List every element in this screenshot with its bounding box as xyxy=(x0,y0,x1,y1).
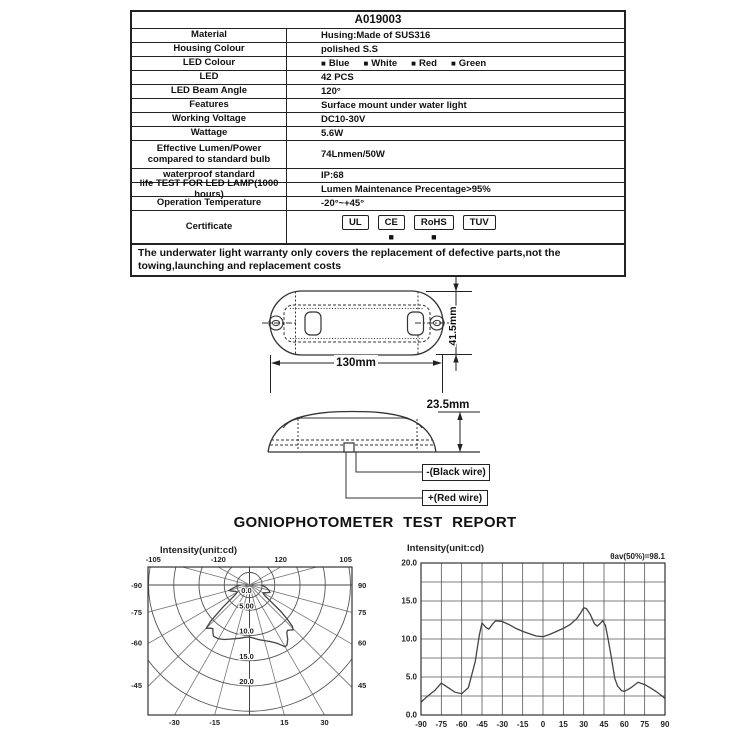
certificate-item xyxy=(342,215,369,242)
y-tick-label: 0.0 xyxy=(405,710,417,720)
spec-table xyxy=(130,10,626,246)
certificate-box: RoHS xyxy=(414,215,454,230)
row-value: -20°~+45° xyxy=(321,198,364,209)
beam-angle-annotation: θav(50%)=98.1 xyxy=(610,552,665,561)
certificate-check-icon: ■ xyxy=(388,232,394,242)
colour-swatch-icon: ■ xyxy=(363,59,369,68)
x-tick-label: -45 xyxy=(476,720,488,729)
colour-name: Blue xyxy=(328,58,350,69)
led-colour-option xyxy=(411,58,437,69)
row-label: Operation Temperature xyxy=(132,197,287,210)
certificate-box: CE xyxy=(378,215,405,230)
x-tick-label: -90 xyxy=(415,720,427,729)
table-row xyxy=(132,196,624,210)
row-label: Features xyxy=(132,99,287,112)
table-row xyxy=(132,177,624,200)
table-row xyxy=(132,84,624,98)
line-chart-title: Intensity(unit:cd) xyxy=(407,543,485,554)
row-value: Husing:Made of SUS316 xyxy=(321,30,431,41)
row-value: 42 PCS xyxy=(321,72,354,83)
x-tick-label: -15 xyxy=(516,720,529,729)
top-view-width-label: 130mm xyxy=(336,357,376,369)
wire-leader-lines xyxy=(346,452,422,498)
angle-label-right: 90 xyxy=(358,581,367,590)
black-wire-label: -(Black wire) xyxy=(422,464,490,481)
y-tick-label: 20.0 xyxy=(401,558,417,568)
angle-label-right: 75 xyxy=(358,607,367,617)
row-label: Material xyxy=(132,29,287,42)
row-value: Surface mount under water light xyxy=(321,100,467,111)
top-view-drawing xyxy=(262,291,452,355)
table-row xyxy=(132,210,624,244)
row-label: Housing Colour xyxy=(132,43,287,56)
colour-swatch-icon: ■ xyxy=(411,59,416,68)
y-tick-label: 10.0 xyxy=(401,634,417,644)
x-tick-label: -30 xyxy=(496,720,509,729)
angle-label-left: -90 xyxy=(131,581,142,590)
angle-label-top: -120 xyxy=(210,555,226,564)
row-label: Effective Lumen/Power compared to standard bulb xyxy=(132,141,287,168)
row-value xyxy=(287,57,624,70)
row-value: DC10-30V xyxy=(321,114,366,125)
spec-table-rows xyxy=(132,28,624,244)
polar-intensity-chart xyxy=(95,540,385,735)
radial-tick-label: 10.0 xyxy=(239,626,254,636)
angle-label-left: -45 xyxy=(131,681,142,690)
colour-swatch-icon: ■ xyxy=(450,59,456,68)
polar-chart-title: Intensity(unit:cd) xyxy=(160,545,238,556)
polar-grid xyxy=(95,540,385,735)
certificate-item xyxy=(463,215,496,242)
table-row xyxy=(132,140,624,168)
row-label: life TEST FOR LED LAMP(1000 hours) xyxy=(132,183,287,196)
angle-label-top: 105 xyxy=(339,555,352,564)
row-value: Lumen Maintenance Precentage>95% xyxy=(321,184,491,195)
angle-label-left: -60 xyxy=(131,638,142,648)
table-row xyxy=(132,70,624,84)
colour-name: White xyxy=(371,58,398,69)
certificate-box: TUV xyxy=(463,215,496,230)
colour-swatch-icon: ■ xyxy=(321,59,326,68)
row-label: waterproof standard xyxy=(132,169,287,182)
angle-label-bottom: 30 xyxy=(320,718,329,727)
side-view-height-label: 23.5mm xyxy=(426,399,470,411)
x-tick-label: 30 xyxy=(579,720,589,729)
led-colour-option xyxy=(321,58,349,69)
angle-label-right: 45 xyxy=(358,681,367,690)
certificate-check-icon: ■ xyxy=(431,232,437,242)
warranty-note: The underwater light warranty only covers the replacement of defective parts,not the towing,launching and replacement costs xyxy=(130,243,626,277)
row-value: polished S.S xyxy=(321,44,379,55)
dimension-130mm xyxy=(271,355,443,393)
angle-label-bottom: 15 xyxy=(280,718,289,727)
top-view-height-label: 41.5mm xyxy=(447,306,459,346)
radial-tick-label: 15.0 xyxy=(239,651,254,661)
x-tick-label: 90 xyxy=(660,720,670,729)
row-label: LED Beam Angle xyxy=(132,85,287,98)
row-label: Wattage xyxy=(132,127,287,140)
x-tick-label: -75 xyxy=(435,720,448,729)
colour-name: Red xyxy=(418,58,437,69)
row-value: IP:68 xyxy=(321,170,344,181)
table-row xyxy=(132,126,624,140)
red-wire-label: +(Red wire) xyxy=(422,490,488,506)
row-value: 5.6W xyxy=(321,128,344,139)
angle-label-top: -105 xyxy=(145,555,161,564)
colour-name: Green xyxy=(458,58,487,69)
radial-tick-label: 0.0 xyxy=(241,586,252,595)
row-value: 120° xyxy=(321,86,341,97)
led-colour-option xyxy=(363,58,397,69)
table-row xyxy=(132,56,624,70)
table-row xyxy=(132,112,624,126)
radial-tick-label: 20.0 xyxy=(239,677,254,686)
led-colour-option xyxy=(451,58,486,69)
x-tick-label: -60 xyxy=(455,720,468,729)
angle-label-top: 120 xyxy=(274,555,287,564)
certificate-box: UL xyxy=(342,215,369,230)
report-title: GONIOPHOTOMETER TEST REPORT xyxy=(233,514,517,531)
row-label: LED Colour xyxy=(132,57,287,70)
x-tick-label: 60 xyxy=(619,720,629,729)
row-label: Working Voltage xyxy=(132,113,287,126)
line-intensity-chart xyxy=(390,540,690,740)
row-label: Certificate xyxy=(132,211,287,244)
table-row xyxy=(132,42,624,56)
lens-tab-right xyxy=(408,312,424,335)
x-tick-label: 0 xyxy=(540,720,546,729)
y-tick-label: 5.0 xyxy=(405,672,417,682)
radial-tick-label: 5.00 xyxy=(239,601,254,611)
certificate-item xyxy=(378,215,405,242)
angle-label-left: -75 xyxy=(131,607,142,617)
y-tick-label: 15.0 xyxy=(401,596,417,606)
table-row xyxy=(132,28,624,42)
x-tick-label: 45 xyxy=(599,720,609,729)
angle-label-bottom: -30 xyxy=(169,718,180,727)
row-value: 74Lnmen/50W xyxy=(321,149,385,160)
row-label: LED xyxy=(132,71,287,84)
certificate-item xyxy=(414,215,454,242)
angle-label-right: 60 xyxy=(358,638,367,648)
lens-tab-left xyxy=(305,312,321,335)
row-value xyxy=(287,211,624,244)
x-tick-label: 75 xyxy=(640,720,650,729)
x-tick-label: 15 xyxy=(558,720,568,729)
side-view-drawing xyxy=(268,412,480,453)
model-number: A019003 xyxy=(354,14,402,26)
angle-label-bottom: -15 xyxy=(209,718,221,727)
table-row xyxy=(132,98,624,112)
cable-gland xyxy=(344,443,354,452)
